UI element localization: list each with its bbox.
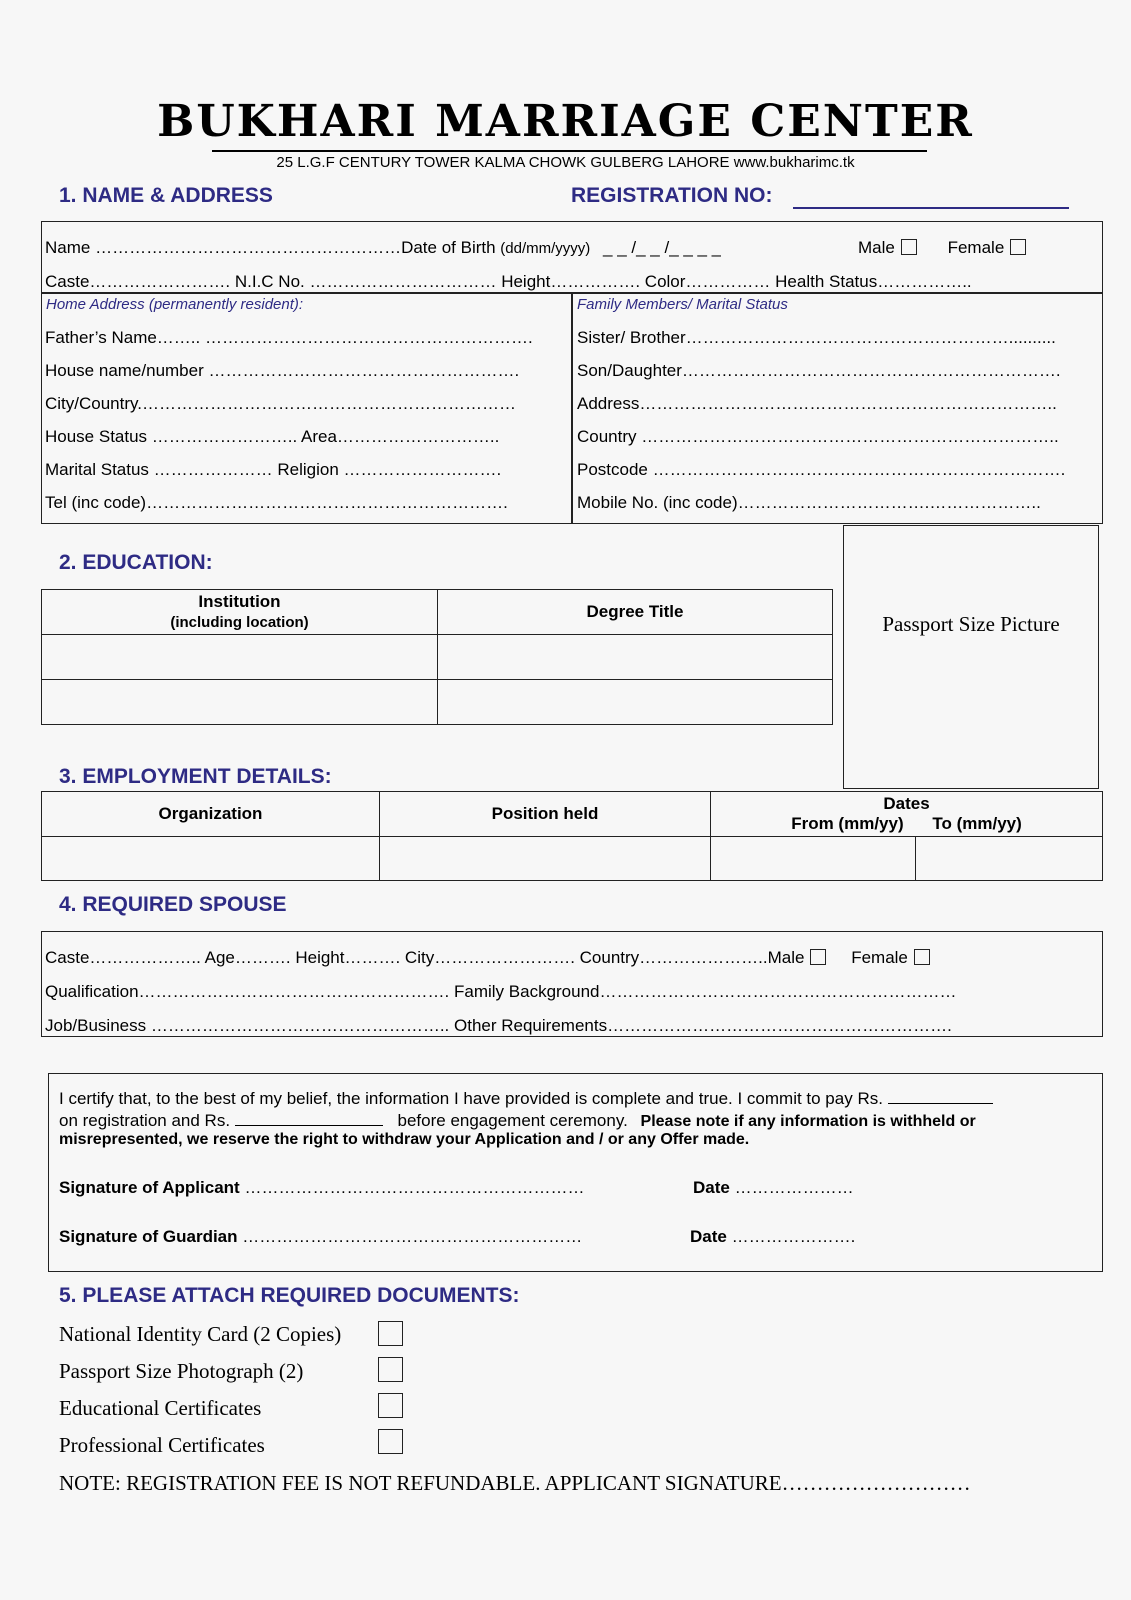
to-date-cell[interactable] <box>916 837 1103 881</box>
spouse-job-row[interactable]: Job/Business …………………………………………….. Other Requirements……………………………………………………. <box>45 1016 952 1035</box>
commit-amount-field[interactable] <box>888 1087 993 1104</box>
guardian-date-field[interactable]: …………………. <box>731 1227 856 1246</box>
caste-nic-row[interactable]: Caste……………………. N.I.C No. …………………………… Height……………. Color…………… Health Status…………….. <box>45 272 972 291</box>
document-item: Educational Certificates <box>59 1396 262 1420</box>
spouse-male-checkbox[interactable] <box>810 949 826 965</box>
guardian-signature-row <box>59 1227 582 1247</box>
mobile-field[interactable]: Mobile No. (inc code)…………………………….……………….. <box>577 493 1041 512</box>
form-subtitle: 25 L.G.F CENTURY TOWER KALMA CHOWK GULBERG LAHORE www.bukharimc.tk <box>276 154 855 171</box>
document-item: National Identity Card (2 Copies) <box>59 1322 342 1346</box>
education-cell[interactable] <box>42 635 438 680</box>
section-employment-title: 3. EMPLOYMENT DETAILS: <box>59 765 332 788</box>
city-country-field[interactable]: City/Country.………………………………………………………… <box>45 394 516 413</box>
section-spouse-title: 4. REQUIRED SPOUSE <box>59 893 287 916</box>
registration-label: REGISTRATION NO: <box>571 184 773 207</box>
institution-label: Institution <box>198 592 281 612</box>
nic-copies-checkbox[interactable] <box>378 1321 403 1346</box>
home-address-header: Home Address (permanently resident): <box>46 296 304 313</box>
spouse-qualification-row[interactable]: Qualification………………………………………………. Family Background……………………………………………………… <box>45 982 957 1001</box>
institution-sublabel: (including location) <box>170 614 309 631</box>
professional-certificates-checkbox[interactable] <box>378 1429 403 1454</box>
registration-number-field[interactable] <box>793 207 1069 209</box>
education-cell[interactable] <box>42 680 438 725</box>
document-item: Passport Size Photograph (2) <box>59 1359 304 1383</box>
applicant-signature-label: Signature of Applicant <box>59 1178 240 1197</box>
certify-text-2a: on registration and Rs. <box>59 1111 231 1130</box>
engagement-amount-field[interactable] <box>235 1109 383 1126</box>
country-field[interactable]: Country ……………………………………………………………….. <box>577 427 1059 446</box>
fathers-name-field[interactable]: Father’s Name…….. …………………………………………………. <box>45 328 533 347</box>
dates-header <box>711 792 1103 837</box>
passport-picture-label: Passport Size Picture <box>882 612 1060 636</box>
female-label: Female <box>947 238 1005 257</box>
applicant-date-row <box>693 1178 854 1198</box>
house-status-field[interactable]: House Status …………………….. Area……………………….. <box>45 427 500 446</box>
section-education-title: 2. EDUCATION: <box>59 551 213 574</box>
certify-line-1 <box>59 1087 993 1109</box>
sister-brother-field[interactable]: Sister/ Brother………………………………………………….......... <box>577 328 1056 347</box>
educational-certificates-checkbox[interactable] <box>378 1393 403 1418</box>
education-cell[interactable] <box>438 635 833 680</box>
education-cell[interactable] <box>438 680 833 725</box>
from-date-cell[interactable] <box>711 837 916 881</box>
dates-label: Dates <box>883 793 930 813</box>
certify-line-3: misrepresented, we reserve the right to withdraw your Application and / or any Offer made. <box>59 1131 750 1148</box>
spouse-row-1[interactable] <box>45 948 930 968</box>
certify-text-2b: before engagement ceremony. <box>397 1111 628 1130</box>
certify-text-1: I certify that, to the best of my belief, the information I have provided is complete and true. I commit to pay Rs. <box>59 1089 883 1108</box>
dob-field[interactable]: _ _ /_ _ /_ _ _ _ <box>603 238 722 257</box>
address-field[interactable]: Address……………………………………………………………….. <box>577 394 1057 413</box>
certify-line-2 <box>59 1109 1094 1131</box>
organization-cell[interactable] <box>42 837 380 881</box>
postcode-field[interactable]: Postcode ………………………………………………………………. <box>577 460 1066 479</box>
house-name-field[interactable]: House name/number ………………………………………………. <box>45 361 520 380</box>
fee-note: NOTE: REGISTRATION FEE IS NOT REFUNDABLE. APPLICANT SIGNATURE……………………… <box>59 1471 971 1495</box>
spouse-female-checkbox[interactable] <box>914 949 930 965</box>
degree-title-header: Degree Title <box>438 590 833 635</box>
form-title: BUKHARI MARRIAGE CENTER <box>157 96 974 147</box>
education-table <box>41 589 833 725</box>
title-underline <box>212 150 927 152</box>
male-checkbox[interactable] <box>901 239 917 255</box>
divider <box>571 292 573 524</box>
applicant-date-field[interactable]: ………………… <box>734 1178 854 1197</box>
guardian-date-row <box>690 1227 855 1247</box>
family-members-header: Family Members/ Marital Status <box>577 296 788 313</box>
male-label: Male <box>858 238 895 257</box>
employment-table <box>41 791 1103 881</box>
tel-field[interactable]: Tel (inc code)………………………………………………………. <box>45 493 508 512</box>
gender-options <box>858 238 1026 258</box>
spouse-caste-age-height-city-country[interactable]: Caste……………….. Age………. Height………. City……………………. Country…………………..Male <box>45 948 805 967</box>
position-cell[interactable] <box>380 837 711 881</box>
name-dob-row[interactable] <box>45 238 721 258</box>
organization-header: Organization <box>42 792 380 837</box>
guardian-date-label: Date <box>690 1227 727 1246</box>
marital-status-field[interactable]: Marital Status ………………… Religion ………………………. <box>45 460 502 479</box>
document-item: Professional Certificates <box>59 1433 265 1457</box>
from-label: From (mm/yy) <box>791 814 904 833</box>
applicant-signature-row <box>59 1178 584 1198</box>
name-field[interactable]: Name ………………………………………………Date of Birth <box>45 238 496 257</box>
certify-text-2c: Please note if any information is withheld or <box>640 1113 976 1130</box>
applicant-signature-field[interactable]: …………………………………………………… <box>244 1178 585 1197</box>
section-name-address-title: 1. NAME & ADDRESS <box>59 184 273 207</box>
guardian-signature-label: Signature of Guardian <box>59 1227 238 1246</box>
position-header: Position held <box>380 792 711 837</box>
female-checkbox[interactable] <box>1010 239 1026 255</box>
son-daughter-field[interactable]: Son/Daughter…………………………………………………………. <box>577 361 1061 380</box>
passport-picture-box[interactable] <box>843 525 1099 789</box>
to-label: To (mm/yy) <box>932 814 1022 833</box>
dob-format-hint: (dd/mm/yyyy) <box>500 240 591 257</box>
spouse-female-label: Female <box>851 948 908 967</box>
passport-photo-checkbox[interactable] <box>378 1357 403 1382</box>
section-documents-title: 5. PLEASE ATTACH REQUIRED DOCUMENTS: <box>59 1284 520 1307</box>
guardian-signature-field[interactable]: …………………………………………………… <box>242 1227 583 1246</box>
applicant-date-label: Date <box>693 1178 730 1197</box>
institution-header <box>42 590 438 635</box>
